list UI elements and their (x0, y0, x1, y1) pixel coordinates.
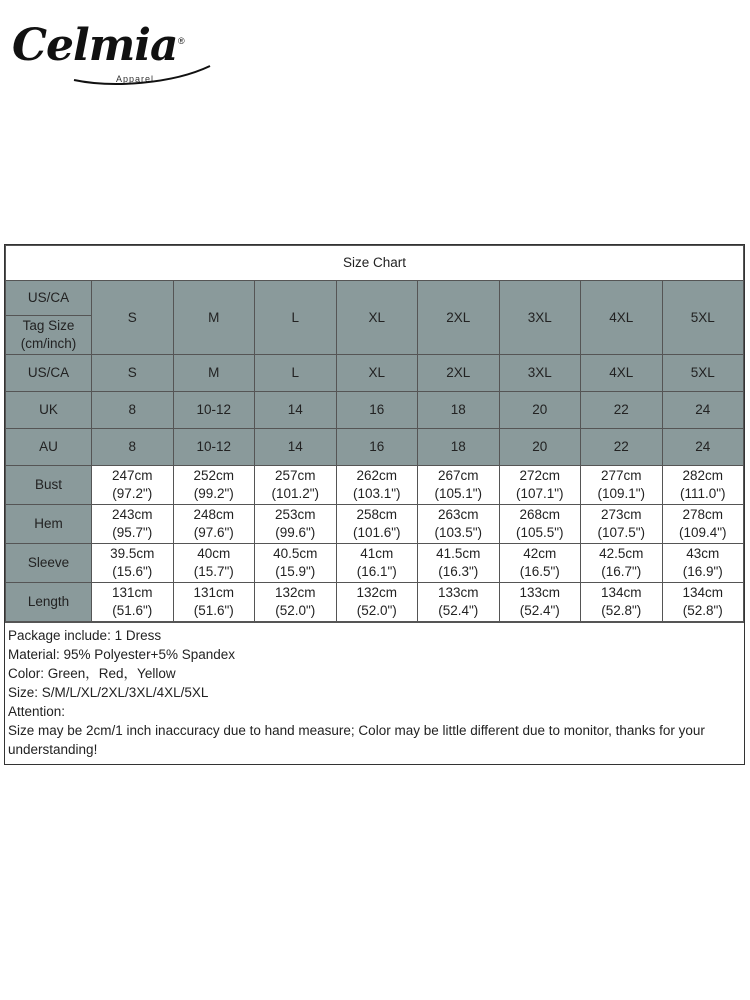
measurement-cm: 258cm (356, 507, 398, 522)
size-cell: 14 (255, 392, 337, 429)
uscа-header-label: US/CA (6, 281, 92, 316)
size-chart-table (5, 245, 744, 622)
measurement-cell (173, 583, 255, 622)
row-label: UK (6, 392, 92, 429)
size-cell: 22 (581, 392, 663, 429)
size-cell: 22 (581, 429, 663, 466)
measurement-label: Hem (6, 505, 92, 544)
measurement-cm: 247cm (111, 468, 153, 483)
measurement-inch: (16.5") (519, 564, 560, 579)
registered-mark: ® (178, 36, 185, 46)
note-line: Size may be 2cm/1 inch inaccuracy due to hand measure; Color may be little different due to monitor, thanks for your understanding! (8, 723, 705, 757)
measurement-label: Length (6, 583, 92, 622)
measurement-inch: (15.9") (275, 564, 316, 579)
measurement-cell (418, 505, 500, 544)
measurement-cell (662, 466, 744, 505)
measurement-inch: (15.7") (193, 564, 234, 579)
size-cell: M (173, 355, 255, 392)
measurement-inch: (109.1") (597, 486, 646, 501)
size-cell: 18 (418, 392, 500, 429)
measurement-cm: 43cm (686, 546, 720, 561)
measurement-inch: (52.8") (601, 603, 642, 618)
measurement-inch: (99.2") (193, 486, 234, 501)
product-notes (5, 622, 744, 764)
measurement-cm: 263cm (437, 507, 479, 522)
size-cell: 10-12 (173, 392, 255, 429)
size-cell: 5XL (662, 355, 744, 392)
tag-size-label: Tag Size (cm/inch) (6, 316, 92, 355)
measurement-inch: (103.1") (352, 486, 401, 501)
measurement-cell (336, 505, 418, 544)
size-header: 5XL (662, 281, 744, 355)
measurement-cell (418, 466, 500, 505)
size-row (6, 429, 744, 466)
measurement-cm: 132cm (274, 585, 316, 600)
measurement-cell (418, 583, 500, 622)
size-cell: 18 (418, 429, 500, 466)
measurement-cell (173, 466, 255, 505)
size-cell: XL (336, 355, 418, 392)
row-label: US/CA (6, 355, 92, 392)
size-cell: 14 (255, 429, 337, 466)
measurement-label: Sleeve (6, 544, 92, 583)
measurement-inch: (16.7") (601, 564, 642, 579)
size-chart (4, 244, 745, 765)
note-line: Color: Green，Red，Yellow (8, 666, 176, 681)
measurement-cell (662, 583, 744, 622)
measurement-cm: 267cm (437, 468, 479, 483)
measurement-cell (662, 505, 744, 544)
measurement-cell (92, 505, 174, 544)
size-cell: 4XL (581, 355, 663, 392)
measurement-inch: (15.6") (112, 564, 153, 579)
measurement-cm: 268cm (519, 507, 561, 522)
size-header: 3XL (499, 281, 581, 355)
measurement-cm: 243cm (111, 507, 153, 522)
size-cell: 2XL (418, 355, 500, 392)
size-cell: 20 (499, 392, 581, 429)
size-cell: 3XL (499, 355, 581, 392)
measurement-cm: 133cm (437, 585, 479, 600)
measurement-cm: 253cm (274, 507, 316, 522)
measurement-cell (581, 544, 663, 583)
measurement-cell (499, 544, 581, 583)
measurement-inch: (52.0") (356, 603, 397, 618)
measurement-cm: 252cm (193, 468, 235, 483)
measurement-inch: (99.6") (275, 525, 316, 540)
measurement-cm: 277cm (600, 468, 642, 483)
measurement-inch: (107.5") (597, 525, 646, 540)
measurement-cell (255, 544, 337, 583)
size-cell: 20 (499, 429, 581, 466)
measurement-row (6, 466, 744, 505)
measurement-cell (662, 544, 744, 583)
size-row (6, 355, 744, 392)
measurement-cell (92, 583, 174, 622)
size-header: 4XL (581, 281, 663, 355)
note-line: Attention: (8, 704, 66, 719)
measurement-cell (255, 505, 337, 544)
measurement-inch: (103.5") (434, 525, 483, 540)
measurement-inch: (52.8") (682, 603, 723, 618)
measurement-cell (92, 544, 174, 583)
measurement-inch: (16.3") (438, 564, 479, 579)
measurement-inch: (52.0") (275, 603, 316, 618)
measurement-cm: 133cm (519, 585, 561, 600)
measurement-inch: (111.0") (679, 486, 726, 501)
measurement-cm: 40cm (197, 546, 231, 561)
measurement-inch: (51.6") (193, 603, 234, 618)
size-cell: 16 (336, 392, 418, 429)
measurement-inch: (16.9") (682, 564, 723, 579)
measurement-cm: 257cm (274, 468, 316, 483)
measurement-cm: 272cm (519, 468, 561, 483)
note-line: Material: 95% Polyester+5% Spandex (8, 647, 236, 662)
size-cell: 16 (336, 429, 418, 466)
size-header: L (255, 281, 337, 355)
measurement-cell (173, 544, 255, 583)
note-line: Package include: 1 Dress (8, 628, 162, 643)
measurement-cm: 282cm (682, 468, 724, 483)
brand-name: Celmia (12, 20, 178, 71)
measurement-cell (336, 583, 418, 622)
measurement-cell (499, 583, 581, 622)
measurement-cell (499, 466, 581, 505)
measurement-cell (418, 544, 500, 583)
measurement-cm: 132cm (356, 585, 398, 600)
measurement-row (6, 544, 744, 583)
measurement-cm: 131cm (193, 585, 235, 600)
measurement-inch: (51.6") (112, 603, 153, 618)
measurement-cm: 41cm (360, 546, 394, 561)
size-header: 2XL (418, 281, 500, 355)
brand-subtitle: Apparel (116, 74, 155, 84)
measurement-inch: (52.4") (519, 603, 560, 618)
measurement-label: Bust (6, 466, 92, 505)
measurement-inch: (16.1") (356, 564, 397, 579)
measurement-cm: 134cm (600, 585, 642, 600)
size-row (6, 392, 744, 429)
size-cell: 10-12 (173, 429, 255, 466)
measurement-row (6, 505, 744, 544)
measurement-cell (581, 466, 663, 505)
measurement-cm: 41.5cm (436, 546, 481, 561)
size-cell: 24 (662, 392, 744, 429)
measurement-cm: 278cm (682, 507, 724, 522)
size-cell: 8 (92, 429, 174, 466)
measurement-inch: (109.4") (678, 525, 727, 540)
measurement-inch: (97.6") (193, 525, 234, 540)
measurement-cm: 262cm (356, 468, 398, 483)
measurement-inch: (105.1") (434, 486, 483, 501)
measurement-cm: 134cm (682, 585, 724, 600)
measurement-cell (581, 505, 663, 544)
size-header: S (92, 281, 174, 355)
measurement-cm: 42.5cm (599, 546, 644, 561)
measurement-inch: (105.5") (515, 525, 564, 540)
measurement-inch: (101.2") (271, 486, 320, 501)
measurement-cell (255, 583, 337, 622)
size-cell: 24 (662, 429, 744, 466)
size-cell: S (92, 355, 174, 392)
measurement-cell (92, 466, 174, 505)
measurement-cell (255, 466, 337, 505)
size-cell: 8 (92, 392, 174, 429)
measurement-cm: 131cm (111, 585, 153, 600)
measurement-inch: (107.1") (515, 486, 564, 501)
measurement-cell (336, 544, 418, 583)
size-header: XL (336, 281, 418, 355)
measurement-inch: (97.2") (112, 486, 153, 501)
brand-logo (12, 18, 212, 88)
size-cell: L (255, 355, 337, 392)
measurement-cm: 42cm (523, 546, 557, 561)
measurement-cell (173, 505, 255, 544)
measurement-cell (581, 583, 663, 622)
size-header: M (173, 281, 255, 355)
measurement-cm: 40.5cm (273, 546, 318, 561)
measurement-cm: 39.5cm (110, 546, 155, 561)
measurement-inch: (95.7") (112, 525, 153, 540)
note-line: Size: S/M/L/XL/2XL/3XL/4XL/5XL (8, 685, 209, 700)
measurement-cell (499, 505, 581, 544)
logo-swoosh-icon (72, 58, 212, 88)
measurement-cell (336, 466, 418, 505)
measurement-cm: 273cm (600, 507, 642, 522)
measurement-inch: (52.4") (438, 603, 479, 618)
row-label: AU (6, 429, 92, 466)
measurement-row (6, 583, 744, 622)
measurement-inch: (101.6") (352, 525, 401, 540)
size-chart-title: Size Chart (6, 246, 744, 281)
measurement-cm: 248cm (193, 507, 235, 522)
